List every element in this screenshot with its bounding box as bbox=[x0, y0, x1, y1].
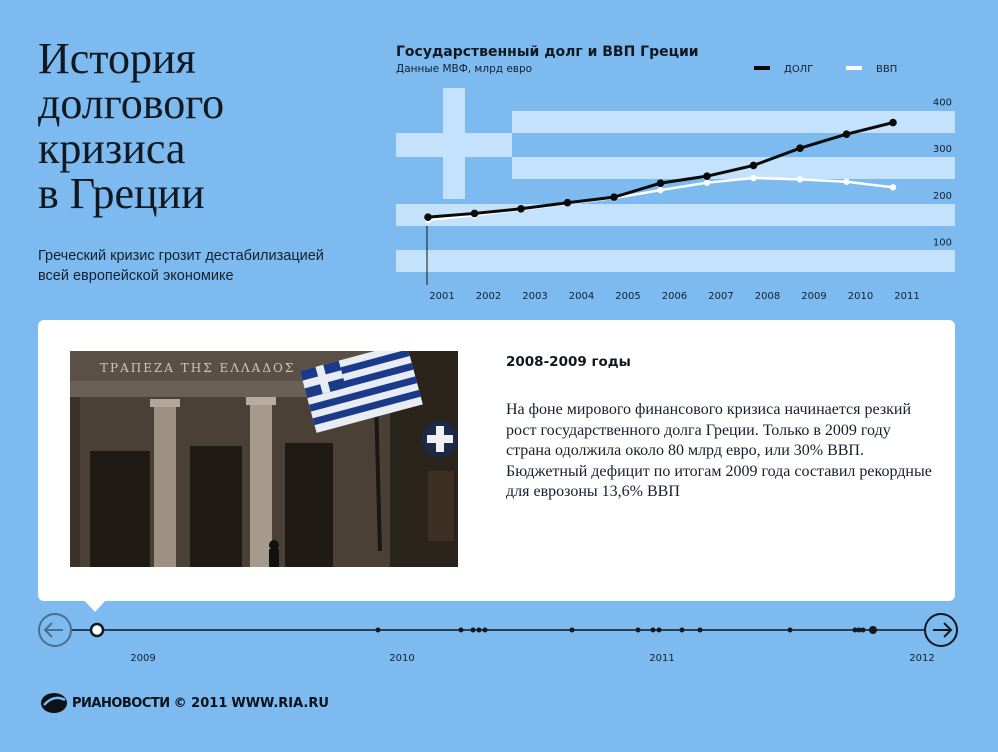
timeline bbox=[0, 600, 998, 680]
x-tick-label: 2004 bbox=[568, 291, 595, 302]
debt-data-point bbox=[517, 205, 525, 213]
bank-of-greece-photo bbox=[70, 351, 458, 567]
x-tick-label: 2002 bbox=[475, 291, 502, 302]
debt-data-point bbox=[471, 210, 479, 218]
gdp-data-point bbox=[750, 175, 756, 181]
timeline-event-dot[interactable] bbox=[680, 628, 685, 633]
x-tick-label: 2011 bbox=[894, 291, 920, 302]
timeline-event-dot[interactable] bbox=[483, 628, 488, 633]
footer-brand: РИАНОВОСТИ bbox=[72, 695, 170, 711]
gdp-data-point bbox=[657, 187, 663, 193]
chart-title: Государственный долг и ВВП Греции bbox=[396, 44, 699, 60]
x-tick-label: 2008 bbox=[754, 291, 781, 302]
timeline-event-dot[interactable] bbox=[861, 628, 866, 633]
gdp-data-point bbox=[890, 184, 896, 190]
timeline-current-marker[interactable] bbox=[91, 624, 103, 636]
x-tick-label: 2005 bbox=[615, 291, 641, 302]
title-line: История bbox=[38, 34, 196, 83]
timeline-event-dot[interactable] bbox=[657, 628, 662, 633]
x-tick-label: 2003 bbox=[522, 291, 548, 302]
y-tick-label: 300 bbox=[932, 144, 952, 156]
timeline-event-dot[interactable] bbox=[698, 628, 703, 633]
debt-data-point bbox=[610, 193, 618, 201]
timeline-event-dot[interactable] bbox=[376, 628, 381, 633]
arrow-right-icon bbox=[933, 623, 951, 637]
timeline-event-dot[interactable] bbox=[651, 628, 656, 633]
timeline-event-dot[interactable] bbox=[570, 628, 575, 633]
x-tick-label: 2009 bbox=[801, 291, 827, 302]
debt-data-point bbox=[889, 119, 897, 127]
timeline-year-label: 2012 bbox=[909, 653, 935, 664]
debt-gdp-chart bbox=[0, 0, 998, 320]
next-button[interactable] bbox=[925, 614, 957, 646]
debt-data-point bbox=[796, 144, 804, 152]
debt-data-point bbox=[703, 172, 711, 180]
footer-copyright: © 2011 bbox=[173, 695, 228, 711]
photo-caption: ΤΡΑΠΕΖΑ ΤΗΣ ΕΛΛΑΔΟΣ bbox=[100, 361, 296, 375]
flag-stripe bbox=[396, 250, 955, 272]
footer bbox=[40, 690, 329, 716]
event-title: 2008-2009 годы bbox=[506, 354, 631, 370]
timeline-event-dot[interactable] bbox=[477, 628, 482, 633]
x-tick-label: 2006 bbox=[661, 291, 688, 302]
gdp-data-point bbox=[704, 179, 710, 185]
gdp-data-point bbox=[843, 179, 849, 185]
timeline-event-dot[interactable] bbox=[471, 628, 476, 633]
page-subtitle: Греческий кризис грозит дестабилизацией всей европейской экономике bbox=[38, 248, 324, 284]
flag-stripe bbox=[512, 157, 955, 179]
legend-debt-label: ДОЛГ bbox=[784, 64, 814, 75]
timeline-year-label: 2010 bbox=[389, 653, 415, 664]
timeline-event-dot[interactable] bbox=[788, 628, 793, 633]
footer-site[interactable]: WWW.RIA.RU bbox=[231, 695, 329, 711]
title-line: долгового bbox=[38, 79, 225, 128]
timeline-event-dot[interactable] bbox=[869, 626, 877, 634]
x-tick-label: 2007 bbox=[708, 291, 734, 302]
y-tick-label: 400 bbox=[932, 97, 952, 109]
chart-subtitle: Данные МВФ, млрд евро bbox=[396, 63, 533, 75]
timeline-event-dot[interactable] bbox=[636, 628, 641, 633]
flag-cross-horizontal bbox=[396, 133, 512, 157]
photo-illustration bbox=[70, 351, 458, 567]
event-description: На фоне мирового финансового кризиса начинается резкий рост государственного долга Греции. Только в 2009 году страна одолжила около 80 млрд евро, или 30% ВВП. Бюджетный дефицит по итогам 2009 года составил рекордные для еврозоны 13,6% ВВП bbox=[506, 401, 932, 500]
debt-data-point bbox=[843, 130, 851, 138]
x-tick-label: 2001 bbox=[429, 291, 455, 302]
y-tick-label: 100 bbox=[932, 237, 952, 249]
debt-data-point bbox=[564, 199, 572, 207]
ria-logo-icon bbox=[40, 692, 68, 714]
prev-button[interactable] bbox=[39, 614, 71, 646]
flag-stripe bbox=[512, 111, 955, 133]
legend-gdp-label: ВВП bbox=[876, 64, 898, 75]
x-tick-label: 2010 bbox=[847, 291, 874, 302]
timeline-year-label: 2011 bbox=[649, 653, 675, 664]
title-line: кризиса bbox=[38, 124, 186, 173]
legend bbox=[754, 64, 897, 75]
y-tick-label: 200 bbox=[932, 190, 952, 202]
debt-data-point bbox=[424, 213, 432, 221]
debt-data-point bbox=[750, 162, 758, 170]
title-line: в Греции bbox=[38, 169, 205, 218]
debt-data-point bbox=[657, 179, 665, 187]
x-axis-ticks bbox=[429, 291, 919, 302]
timeline-event-dot[interactable] bbox=[459, 628, 464, 633]
gdp-data-point bbox=[797, 176, 803, 182]
event-card bbox=[38, 320, 955, 601]
timeline-year-label: 2009 bbox=[130, 653, 156, 664]
arrow-left-icon bbox=[45, 623, 63, 637]
